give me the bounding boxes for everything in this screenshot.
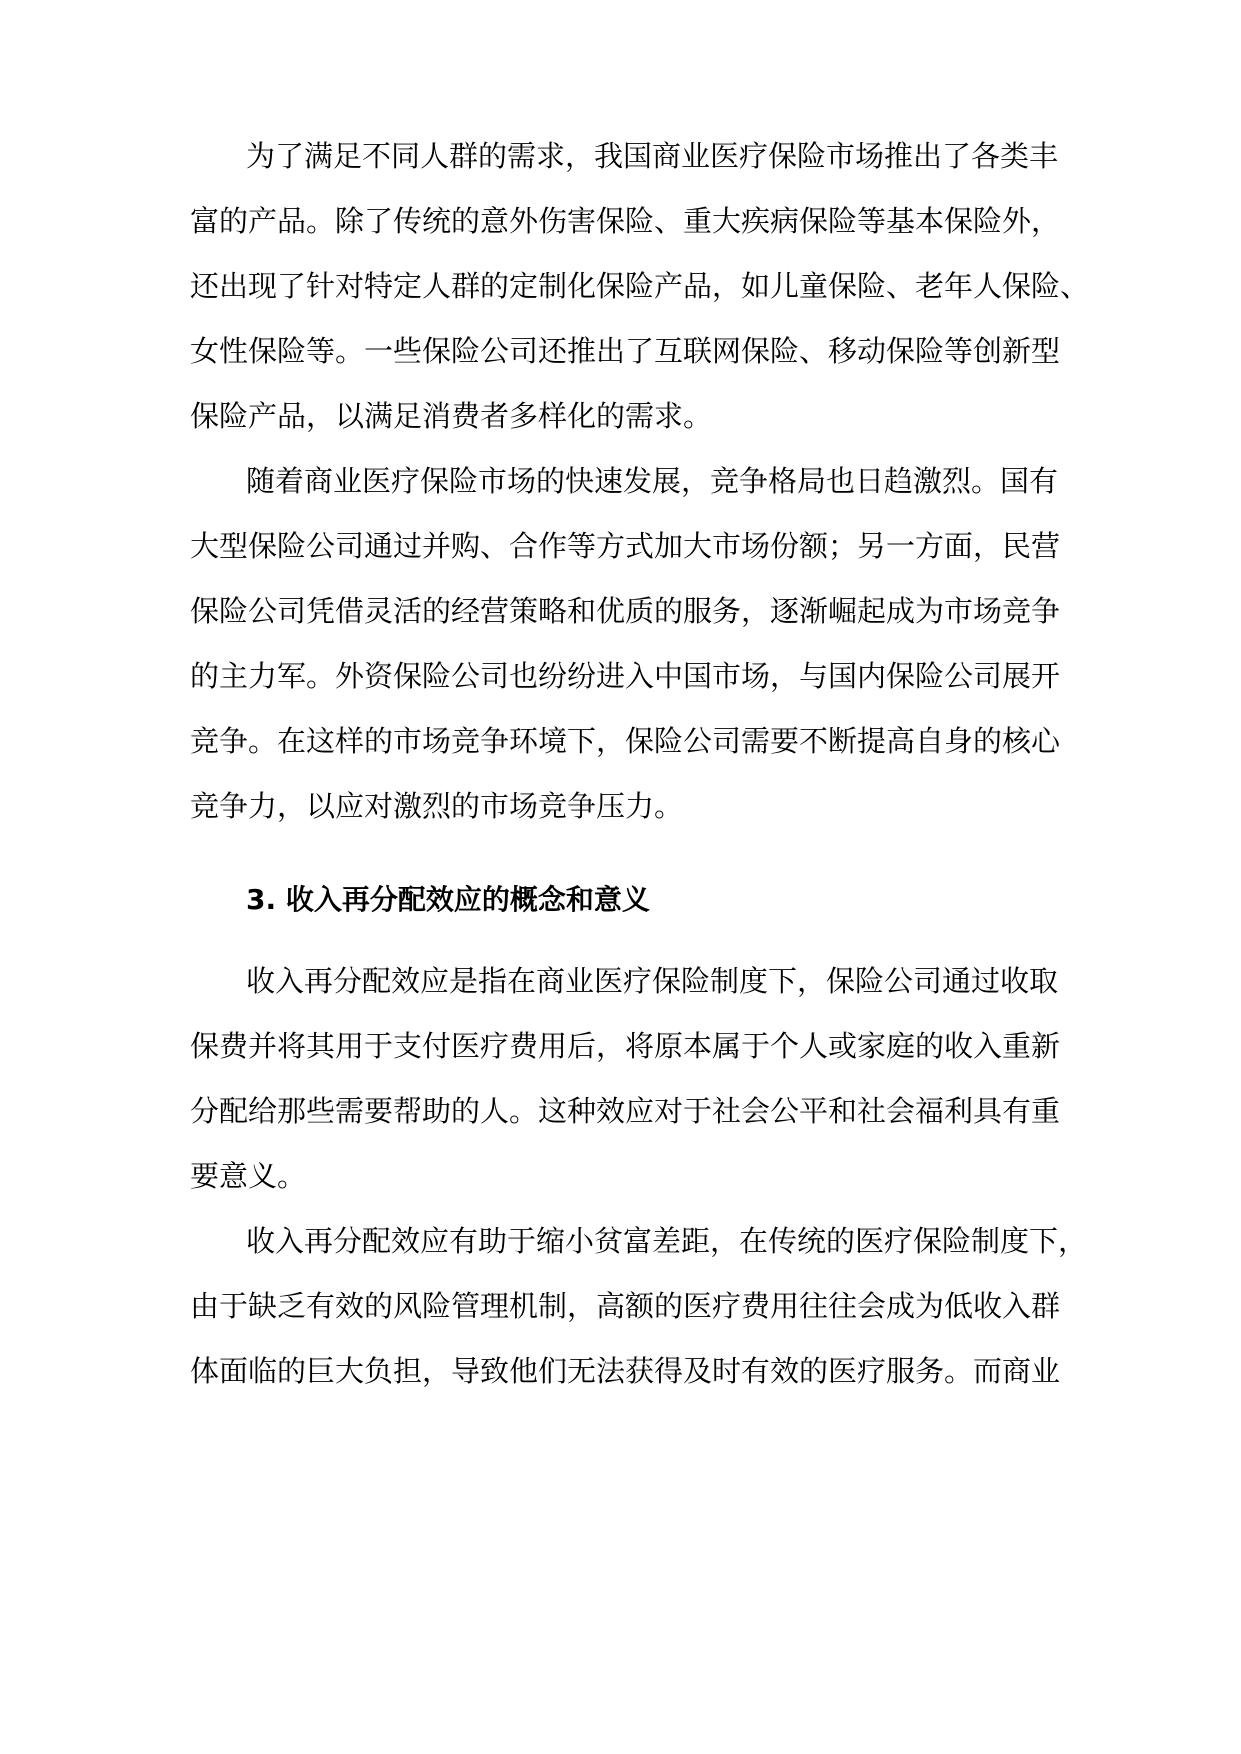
- text-line: 富的产品。除了传统的意外伤害保险、重大疾病保险等基本保险外，: [190, 204, 1061, 238]
- text-line: 收入再分配效应有助于缩小贫富差距，在传统的医疗保险制度下，: [246, 1224, 1088, 1258]
- text-line: 收入再分配效应是指在商业医疗保险制度下，保险公司通过收取: [246, 964, 1059, 998]
- text-line: 大型保险公司通过并购、合作等方式加大市场份额；另一方面，民营: [190, 529, 1061, 563]
- text-line: 竞争力，以应对激烈的市场竞争压力。: [190, 789, 684, 823]
- text-line: 保费并将其用于支付医疗费用后，将原本属于个人或家庭的收入重新: [190, 1029, 1061, 1063]
- text-line: 随着商业医疗保险市场的快速发展，竞争格局也日趋激烈。国有: [246, 464, 1059, 498]
- text-line: 女性保险等。一些保险公司还推出了互联网保险、移动保险等创新型: [190, 334, 1061, 368]
- text-line: 由于缺乏有效的风险管理机制，高额的医疗费用往往会成为低收入群: [190, 1289, 1061, 1323]
- text-line: 体面临的巨大负担，导致他们无法获得及时有效的医疗服务。而商业: [190, 1354, 1061, 1388]
- text-line: 还出现了针对特定人群的定制化保险产品，如儿童保险、老年人保险、: [190, 269, 1090, 303]
- text-line: 竞争。在这样的市场竞争环境下，保险公司需要不断提高自身的核心: [190, 724, 1061, 758]
- text-line: 的主力军。外资保险公司也纷纷进入中国市场，与国内保险公司展开: [190, 659, 1061, 693]
- text-line: 要意义。: [190, 1159, 307, 1193]
- text-line: 分配给那些需要帮助的人。这种效应对于社会公平和社会福利具有重: [190, 1094, 1061, 1128]
- text-line: 保险产品，以满足消费者多样化的需求。: [190, 399, 713, 433]
- text-line: 保险公司凭借灵活的经营策略和优质的服务，逐渐崛起成为市场竞争: [190, 594, 1061, 628]
- section-heading: 3. 收入再分配效应的概念和意义: [246, 883, 650, 916]
- text-line: 为了满足不同人群的需求，我国商业医疗保险市场推出了各类丰: [246, 139, 1059, 173]
